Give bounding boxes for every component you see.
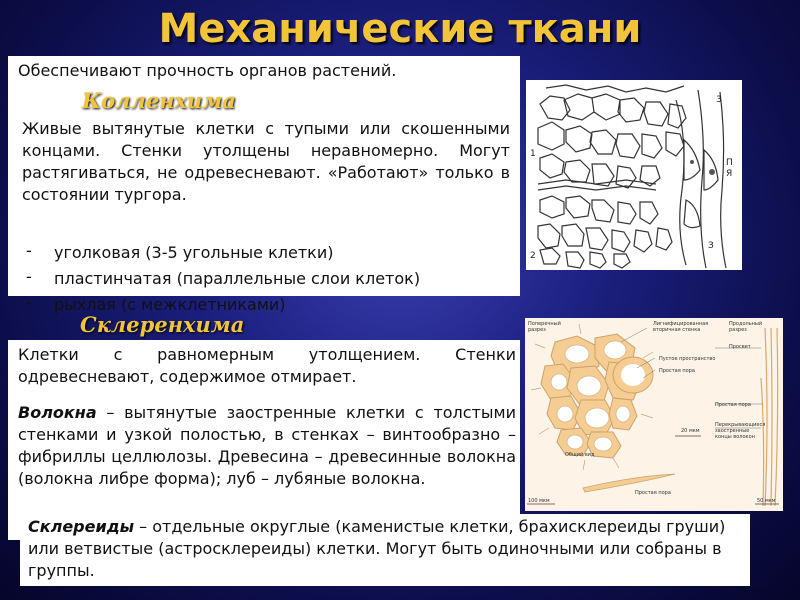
fibers-paragraph xyxy=(18,402,516,490)
sclereids-text: – отдельные округлые (каменистые клетки, брахисклереиды груши) или ветвистые (астросклереиды) клетки. Могут быть одиночными или собраны в группы. xyxy=(28,517,726,580)
figure-label-empty-space: Пустое пространство xyxy=(659,356,716,362)
sclerenchyma-panel xyxy=(8,340,520,540)
sclerenchyma-figure xyxy=(525,318,783,511)
figure-label-simple-pit: Простая пора xyxy=(659,368,695,374)
sclereids-term: Склереиды xyxy=(28,517,135,536)
collenchyma-description: Живые вытянутые клетки с тупыми или скошенными концами. Стенки утолщены неравномерно. Могут растягиваться, не одревесневают. «Работают» только в состоянии тургора. xyxy=(22,119,510,204)
sclerenchyma-description: Клетки с равномерным утолщением. Стенки одревесневают, содержимое отмирает. xyxy=(18,345,516,386)
figure-label-cross-section: Поперечный разрез xyxy=(528,321,561,333)
figure-label: З xyxy=(708,241,714,251)
sclerenchyma-heading: Склеренхима xyxy=(80,312,245,337)
fibers-term: Волокна xyxy=(18,403,97,422)
figure-label-simple-pit-3: Простая пора xyxy=(635,490,671,496)
collenchyma-types-list xyxy=(22,240,512,318)
figure-label-overlapping-ends: Перекрывающиеся заостренные концы волокон xyxy=(715,422,766,440)
fibers-text: – вытянутые заостренные клетки с толстыми стенками и узкой полостью, в стенках – винтообразно – фибриллы целлюлозы. Древесина – древесинные волокна (волокна либре форма); луб – лубяные волокна. xyxy=(18,403,516,488)
sclereids-paragraph xyxy=(28,516,744,582)
figure-label-lumen: Просвет xyxy=(729,344,751,350)
figure-label-lignified-wall: Лигнифицированная вторичная стенка xyxy=(653,321,709,333)
figure-label: Я xyxy=(726,169,733,179)
list-item: - уголковая (3-5 угольные клетки) xyxy=(26,241,334,262)
figure-label: П xyxy=(726,158,733,168)
figure-label-general-view: Общий вид xyxy=(565,452,595,458)
sclereids-panel xyxy=(20,514,750,586)
figure-label: 1 xyxy=(530,149,536,159)
collenchyma-heading: Колленхима xyxy=(82,88,236,113)
figure-label-scale-20: 20 мкм xyxy=(681,428,700,434)
intro-text: Обеспечивают прочность органов растений. xyxy=(18,61,397,80)
list-item: - рыхлая (с межклетниками) xyxy=(26,293,286,314)
figure-label-longitudinal: Продольный разрез xyxy=(729,321,763,333)
list-item: - пластинчатая (параллельные слои клеток) xyxy=(26,267,421,288)
figure-label: 3 xyxy=(716,95,722,105)
collenchyma-figure xyxy=(526,80,742,270)
figure-label-scale-100: 100 мкм xyxy=(528,498,550,504)
figure-label-scale-50: 50 мкм xyxy=(757,498,776,504)
figure-label-simple-pit-2: Простая пора xyxy=(715,402,751,408)
figure-label: 2 xyxy=(530,251,536,261)
page-title: Механические ткани xyxy=(158,6,642,52)
